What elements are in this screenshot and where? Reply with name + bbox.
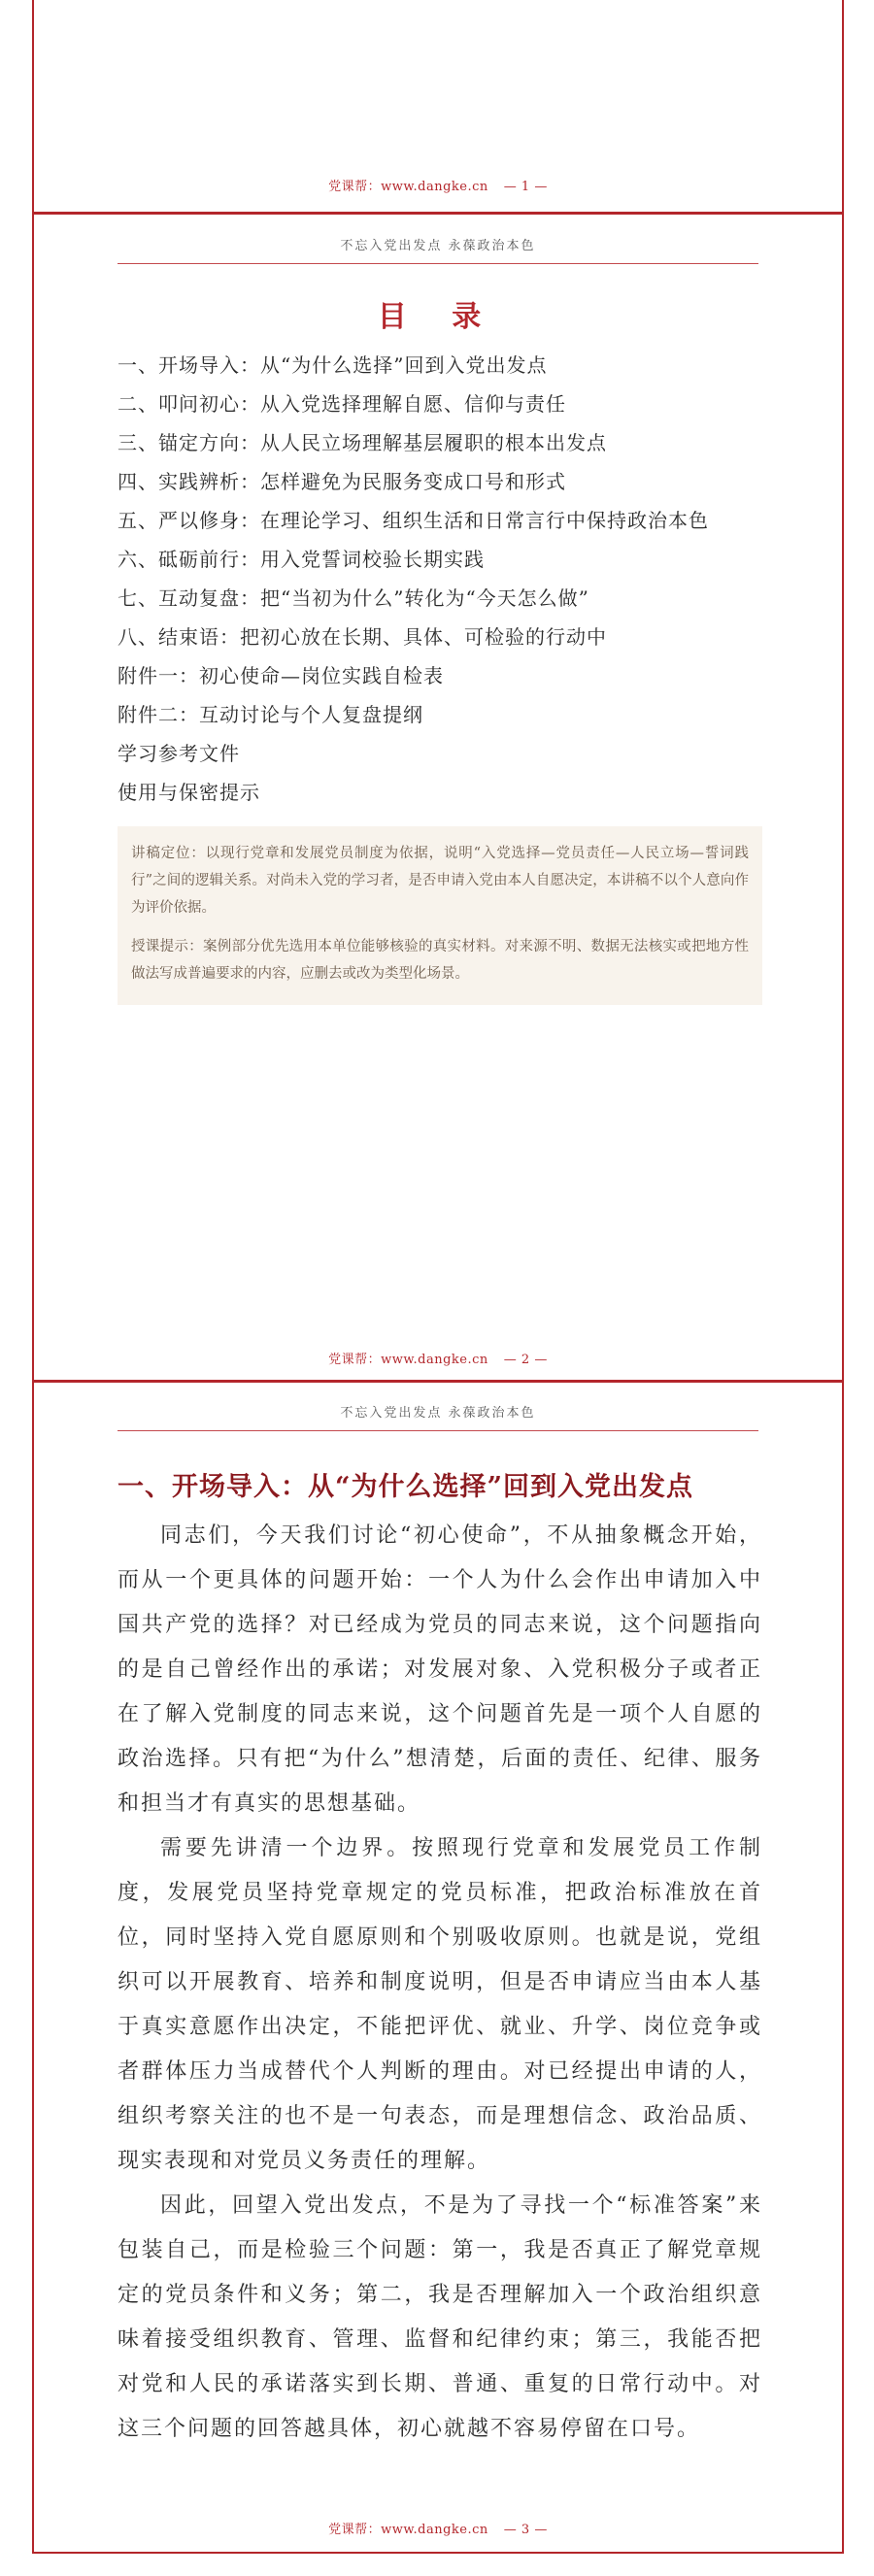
body-paragraph: 因此，回望入党出发点，不是为了寻找一个“标准答案”来包装自己，而是检验三个问题：第一，我是否真正了解党章规定的党员条件和义务；第二，我是否理解加入一个政治组织意味着接受组织教育、管理、监督和纪律约束；第三，我能否把对党和人民的承诺落实到长期、普通、重复的日常行动中。对这三个问题的回答越具体，初心就越不容易停留在口号。 xyxy=(118,2193,762,2441)
toc-item[interactable]: 使用与保密提示 xyxy=(118,781,260,804)
toc-item[interactable]: 附件一：初心使命—岗位实践自检表 xyxy=(118,664,444,687)
body-paragraph: 需要先讲清一个边界。按照现行党章和发展党员工作制度，发展党员坚持党章规定的党员标准，把政治标准放在首位，同时坚持入党自愿原则和个别吸收原则。也就是说，党组织可以开展教育、培养和制度说明，但是否申请应当由本人基于真实意愿作出决定，不能把评优、就业、升学、岗位竞争或者群体压力当成替代个人判断的理由。对已经提出申请的人，组织考察关注的也不是一句表态，而是理想信念、政治品质、现实表现和对党员义务责任的理解。 xyxy=(118,1836,762,2173)
toc-note-box xyxy=(118,826,762,1005)
section-heading: 一、开场导入：从“为什么选择”回到入党出发点 xyxy=(118,1472,694,1502)
toc-item[interactable]: 四、实践辨析：怎样避免为民服务变成口号和形式 xyxy=(118,470,566,493)
toc-item[interactable]: 七、互动复盘：把“当初为什么”转化为“今天怎么做” xyxy=(118,586,589,610)
toc-item[interactable]: 学习参考文件 xyxy=(118,742,240,765)
page-footer xyxy=(34,2519,842,2537)
note-teaching-tip: 授课提示：案例部分优先选用本单位能够核验的真实材料。对来源不明、数据无法核实或把地方性做法写成普遍要求的内容，应删去或改为类型化场景。 xyxy=(131,939,749,982)
toc-item[interactable]: 二、叩问初心：从入党选择理解自愿、信仰与责任 xyxy=(118,392,566,416)
toc-item[interactable]: 一、开场导入：从“为什么选择”回到入党出发点 xyxy=(118,353,548,377)
page-footer xyxy=(34,176,842,194)
page-number: — 3 — xyxy=(503,2523,548,2537)
toc-list xyxy=(118,346,709,812)
footer-site: 党课帮：www.dangke.cn xyxy=(328,2523,488,2537)
page-number: — 2 — xyxy=(503,1353,548,1367)
note-positioning: 讲稿定位：以现行党章和发展党员制度为依据，说明“入党选择—党员责任—人民立场—誓词践行”之间的逻辑关系。对尚未入党的学习者，是否申请入党由本人自愿决定，本讲稿不以个人意向作为评价依据。 xyxy=(131,846,749,916)
header-rule xyxy=(118,263,758,264)
footer-site: 党课帮：www.dangke.cn xyxy=(328,180,488,194)
header-rule xyxy=(118,1430,758,1431)
body-paragraph: 同志们，今天我们讨论“初心使命”，不从抽象概念开始，而从一个更具体的问题开始：一个人为什么会作出申请加入中国共产党的选择？对已经成为党员的同志来说，这个问题指向的是自己曾经作出的承诺；对发展对象、入党积极分子或者正在了解入党制度的同志来说，这个问题首先是一项个人自愿的政治选择。只有把“为什么”想清楚，后面的责任、纪律、服务和担当才有真实的思想基础。 xyxy=(118,1523,762,1816)
page-1 xyxy=(32,0,844,213)
page-3 xyxy=(32,1383,844,2554)
page-footer xyxy=(34,1349,842,1367)
footer-site: 党课帮：www.dangke.cn xyxy=(328,1353,488,1367)
toc-item[interactable]: 八、结束语：把初心放在长期、具体、可检验的行动中 xyxy=(118,625,607,649)
page-number: — 1 — xyxy=(503,180,548,194)
toc-title: 目 录 xyxy=(377,300,499,334)
toc-item[interactable]: 五、严以修身：在理论学习、组织生活和日常言行中保持政治本色 xyxy=(118,509,709,532)
running-header: 不忘入党出发点 永葆政治本色 xyxy=(340,1406,536,1421)
toc-item[interactable]: 三、锚定方向：从人民立场理解基层履职的根本出发点 xyxy=(118,431,607,454)
section-body xyxy=(118,1514,762,2452)
toc-item[interactable]: 附件二：互动讨论与个人复盘提纲 xyxy=(118,703,423,726)
running-header: 不忘入党出发点 永葆政治本色 xyxy=(340,239,536,253)
page-2 xyxy=(32,215,844,1380)
toc-item[interactable]: 六、砥砺前行：用入党誓词校验长期实践 xyxy=(118,548,485,571)
